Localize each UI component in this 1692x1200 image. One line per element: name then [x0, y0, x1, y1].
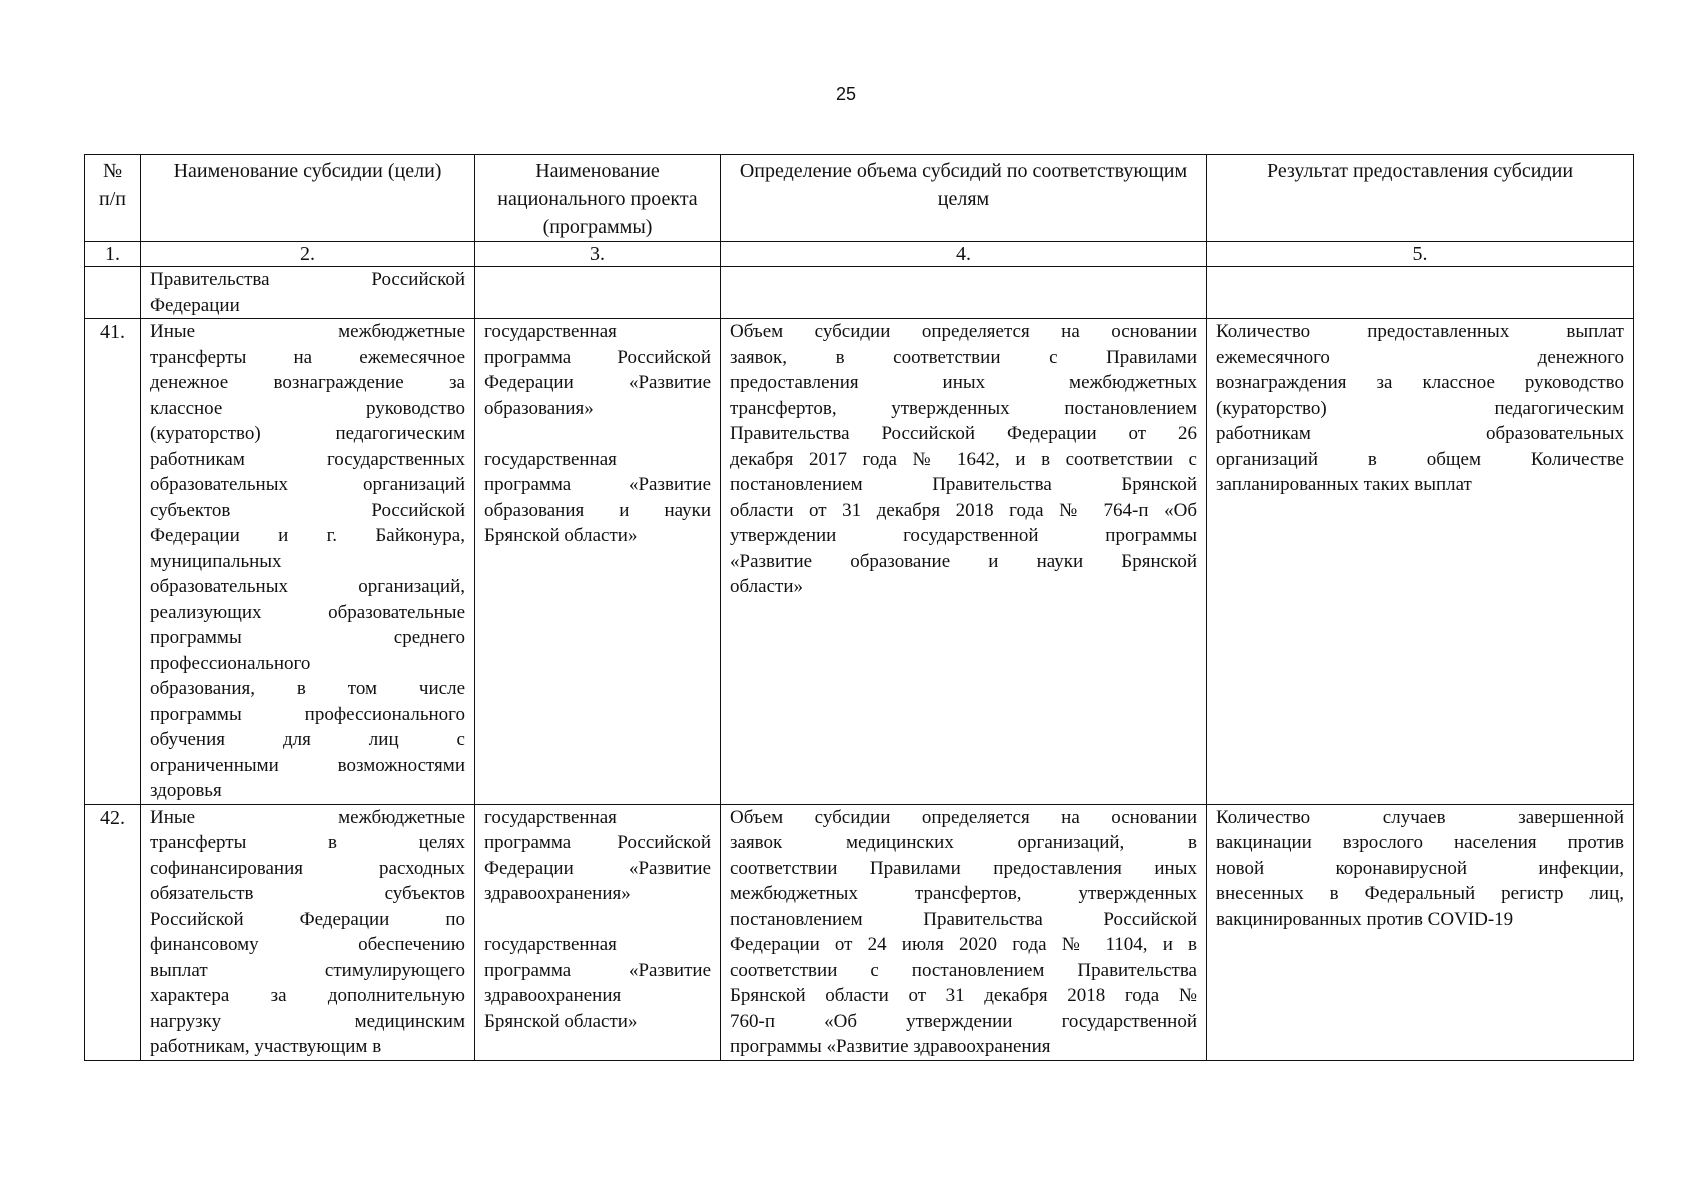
- cell-volume-definition: [721, 267, 1207, 319]
- text-line: выплат стимулирующего: [150, 959, 465, 981]
- text-line: программа Российской: [484, 346, 711, 368]
- text-line: предоставления иных межбюджетных: [730, 372, 1197, 393]
- text-line: Иные межбюджетные: [150, 806, 465, 828]
- cell-national-project: [475, 319, 721, 805]
- text-line: утверждении государственной программы: [730, 525, 1197, 546]
- text-line: образовательных организаций: [150, 474, 465, 495]
- text-line: работникам государственных: [150, 448, 465, 470]
- text-line: Правительства Российской: [150, 269, 465, 290]
- table-body: [85, 267, 1634, 1061]
- text-line: обязательств субъектов: [150, 883, 465, 904]
- text-line: профессионального: [150, 652, 311, 674]
- page-number: 25: [835, 84, 857, 104]
- cell-row-number: 42.: [85, 804, 141, 1060]
- text-line: трансферты на ежемесячное: [150, 346, 465, 368]
- text-line: здравоохранения: [484, 985, 622, 1006]
- text-line: образования и науки: [484, 499, 711, 521]
- text-line: области»: [730, 576, 804, 597]
- text-line: Иные межбюджетные: [150, 321, 465, 342]
- text-line: ежемесячного денежного: [1216, 346, 1624, 368]
- text-line: трансферты в целях: [150, 832, 465, 853]
- text-line: обучения для лиц с: [150, 729, 465, 750]
- text-line: внесенных в Федеральный регистр лиц,: [1216, 883, 1624, 904]
- text-line: здравоохранения»: [484, 883, 631, 904]
- text-line: Федерации «Развитие: [484, 857, 711, 879]
- text-line: государственная: [484, 321, 617, 342]
- text-line: реализующих образовательные: [150, 601, 465, 623]
- text-line: характера за дополнительную: [150, 985, 465, 1006]
- text-line: программы среднего: [150, 627, 465, 648]
- text-line: «Развитие образование и науки Брянской: [730, 550, 1197, 572]
- text-line: заявок, в соответствии с Правилами: [730, 346, 1197, 368]
- cell-volume-definition: [721, 804, 1207, 1060]
- column-number: 1.: [85, 242, 141, 267]
- text-line: денежное вознаграждение за: [150, 372, 465, 393]
- cell-subsidy-name: [141, 267, 475, 319]
- header-row: [85, 155, 1634, 242]
- text-line: запланированных таких выплат: [1216, 474, 1472, 495]
- text-line: программы профессионального: [150, 703, 465, 725]
- text-line: трансфертов, утвержденных постановлением: [730, 397, 1197, 419]
- header-national-project: Наименование национального проекта (программы): [475, 155, 721, 242]
- table-row: [85, 319, 1634, 805]
- text-line: государственная: [484, 448, 617, 470]
- text-line: Количество предоставленных выплат: [1216, 321, 1624, 342]
- column-number: 2.: [141, 242, 475, 267]
- cell-result: [1207, 319, 1634, 805]
- text-line: Объем субсидии определяется на основании: [730, 806, 1197, 828]
- subsidy-table: [84, 154, 1634, 1061]
- text-line: Российской Федерации по: [150, 908, 465, 930]
- blank-line: [484, 421, 711, 447]
- text-line: субъектов Российской: [150, 499, 465, 521]
- text-line: Брянской области»: [484, 525, 638, 546]
- table-row: [85, 804, 1634, 1060]
- header-volume-definition: Определение объема субсидий по соответствующим целям: [721, 155, 1207, 242]
- cell-national-project: [475, 267, 721, 319]
- text-line: Брянской области»: [484, 1010, 638, 1032]
- header-num: № п/п: [85, 155, 141, 242]
- text-line: образования»: [484, 397, 594, 419]
- cell-subsidy-name: [141, 319, 475, 805]
- text-line: работникам, участвующим в: [150, 1036, 382, 1057]
- column-number-row: [85, 242, 1634, 267]
- text-line: софинансирования расходных: [150, 857, 465, 879]
- text-line: программы «Развитие здравоохранения: [730, 1036, 1051, 1057]
- text-line: здоровья: [150, 780, 222, 801]
- cell-subsidy-name: [141, 804, 475, 1060]
- text-line: заявок медицинских организаций, в: [730, 832, 1197, 853]
- text-line: декабря 2017 года № 1642, и в соответствии с: [730, 448, 1197, 470]
- text-line: Федерации: [150, 294, 240, 316]
- text-line: образовательных организаций,: [150, 576, 465, 597]
- text-line: соответствии с постановлением Правительства: [730, 959, 1197, 981]
- column-number: 4.: [721, 242, 1207, 267]
- text-line: области от 31 декабря 2018 года № 764-п «Об: [730, 499, 1197, 521]
- text-line: финансовому обеспечению: [150, 934, 465, 955]
- text-line: классное руководство: [150, 397, 465, 419]
- text-line: муниципальных: [150, 550, 282, 572]
- text-line: ограниченными возможностями: [150, 754, 465, 776]
- text-line: государственная: [484, 934, 617, 955]
- text-line: Правительства Российской Федерации от 26: [730, 423, 1197, 444]
- text-line: (кураторство) педагогическим: [150, 423, 465, 444]
- text-line: постановлением Правительства Брянской: [730, 474, 1197, 495]
- text-line: межбюджетных трансфертов, утвержденных: [730, 883, 1197, 904]
- text-line: Федерации от 24 июля 2020 года № 1104, и в: [730, 934, 1197, 955]
- text-line: программа «Развитие: [484, 474, 711, 495]
- cell-result: [1207, 267, 1634, 319]
- text-line: (кураторство) педагогическим: [1216, 397, 1624, 419]
- text-line: организаций в общем Количестве: [1216, 448, 1624, 470]
- text-line: вознаграждения за классное руководство: [1216, 372, 1624, 393]
- column-number: 5.: [1207, 242, 1634, 267]
- text-line: программа «Развитие: [484, 959, 711, 981]
- text-line: вакцинированных против COVID-19: [1216, 908, 1514, 930]
- table-row: [85, 267, 1634, 319]
- column-number: 3.: [475, 242, 721, 267]
- text-line: соответствии Правилами предоставления иных: [730, 857, 1197, 879]
- blank-line: [484, 907, 711, 933]
- text-line: нагрузку медицинским: [150, 1010, 465, 1032]
- text-line: Брянской области от 31 декабря 2018 года №: [730, 985, 1197, 1006]
- cell-national-project: [475, 804, 721, 1060]
- text-line: Количество случаев завершенной: [1216, 806, 1624, 828]
- cell-row-number: [85, 267, 141, 319]
- text-line: государственная: [484, 806, 617, 828]
- cell-row-number: 41.: [85, 319, 141, 805]
- text-line: 760-п «Об утверждении государственной: [730, 1010, 1197, 1032]
- text-line: Объем субсидии определяется на основании: [730, 321, 1197, 342]
- cell-result: [1207, 804, 1634, 1060]
- text-line: образования, в том числе: [150, 678, 465, 699]
- text-line: новой коронавирусной инфекции,: [1216, 857, 1624, 879]
- header-subsidy-name: Наименование субсидии (цели): [141, 155, 475, 242]
- text-line: Федерации «Развитие: [484, 372, 711, 393]
- text-line: постановлением Правительства Российской: [730, 908, 1197, 930]
- cell-volume-definition: [721, 319, 1207, 805]
- header-result: Результат предоставления субсидии: [1207, 155, 1634, 242]
- text-line: работникам образовательных: [1216, 423, 1624, 444]
- text-line: программа Российской: [484, 832, 711, 853]
- text-line: Федерации и г. Байконура,: [150, 525, 465, 546]
- text-line: вакцинации взрослого населения против: [1216, 832, 1624, 853]
